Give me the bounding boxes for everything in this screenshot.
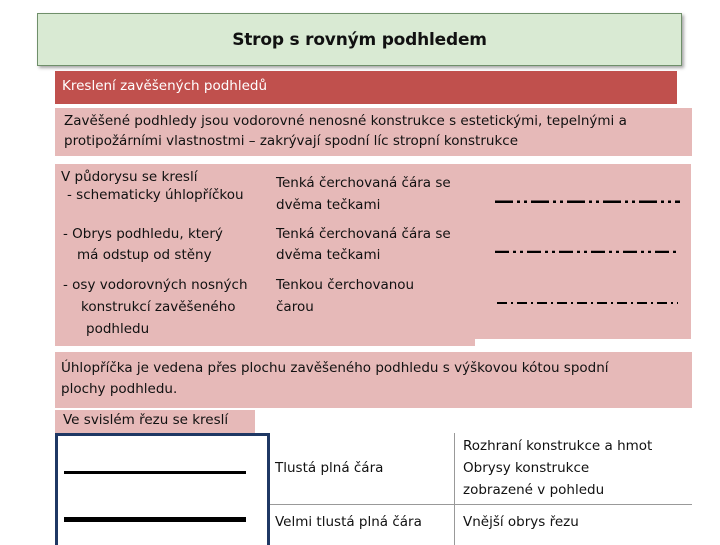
line-name-cell-2 — [270, 505, 455, 545]
usage-1b: Obrysy konstrukce — [463, 460, 590, 476]
intro-line-1: Zavěšené podhledy jsou vodorovné nenosné konstrukce s estetickými, tepelnými a — [64, 113, 627, 129]
intro-line-2: protipožárními vlastnostmi – zakrývají spodní líc stropní konstrukce — [64, 133, 518, 149]
diagonal-note-paragraph — [55, 352, 692, 408]
dash-dot-dot-line-sample-1 — [495, 200, 680, 203]
line-desc-1b: dvěma tečkami — [276, 197, 381, 213]
dash-dot-dot-line-sample-2 — [495, 250, 680, 253]
line-name-2: Velmi tlustá plná čára — [275, 514, 422, 530]
note-line-2: plochy podhledu. — [61, 381, 178, 397]
thick-solid-line-sample — [64, 471, 246, 474]
line-name-1: Tlustá plná čára — [275, 460, 384, 476]
usage-1a: Rozhraní konstrukce a hmot — [463, 438, 653, 454]
line-desc-1a: Tenká čerchovaná čára se — [276, 175, 451, 191]
section-line-table — [55, 433, 692, 540]
section-header-bar: Kreslení zavěšených podhledů — [55, 71, 677, 104]
line-desc-2a: Tenká čerchovaná čára se — [276, 226, 451, 242]
slide-title: Strop s rovným podhledem — [232, 30, 487, 50]
very-thick-line-sample-cell — [55, 505, 270, 545]
very-thick-solid-line-sample — [64, 517, 246, 522]
floorplan-item-3c: podhledu — [86, 321, 150, 337]
usage-1c: zobrazené v pohledu — [463, 482, 605, 498]
usage-cell-1 — [455, 433, 692, 505]
floorplan-item-3a: - osy vodorovných nosných — [63, 277, 248, 293]
usage-2a: Vnější obrys řezu — [463, 514, 579, 530]
usage-cell-2 — [455, 505, 692, 545]
thick-line-sample-cell — [55, 433, 270, 505]
line-name-cell-1 — [270, 433, 455, 505]
floorplan-heading: V půdorysu se kreslí — [61, 169, 198, 185]
floorplan-item-2a: - Obrys podhledu, který — [63, 226, 223, 242]
floorplan-item-1: - schematicky úhlopříčkou — [67, 187, 244, 203]
line-desc-3a: Tenkou čerchovanou — [276, 277, 415, 293]
line-desc-3b: čarou — [276, 299, 314, 315]
floorplan-item-3b: konstrukcí zavěšeného — [81, 299, 236, 315]
line-desc-2b: dvěma tečkami — [276, 247, 381, 263]
intro-paragraph — [55, 108, 692, 156]
note-line-1: Úhlopříčka je vedena přes plochu zavěšeného podhledu s výškovou kótou spodní — [61, 360, 609, 376]
dash-dot-line-sample — [495, 301, 680, 304]
section-heading: Ve svislém řezu se kreslí — [55, 410, 255, 434]
floorplan-item-2b: má odstup od stěny — [77, 247, 212, 263]
slide-title-box — [37, 13, 682, 66]
